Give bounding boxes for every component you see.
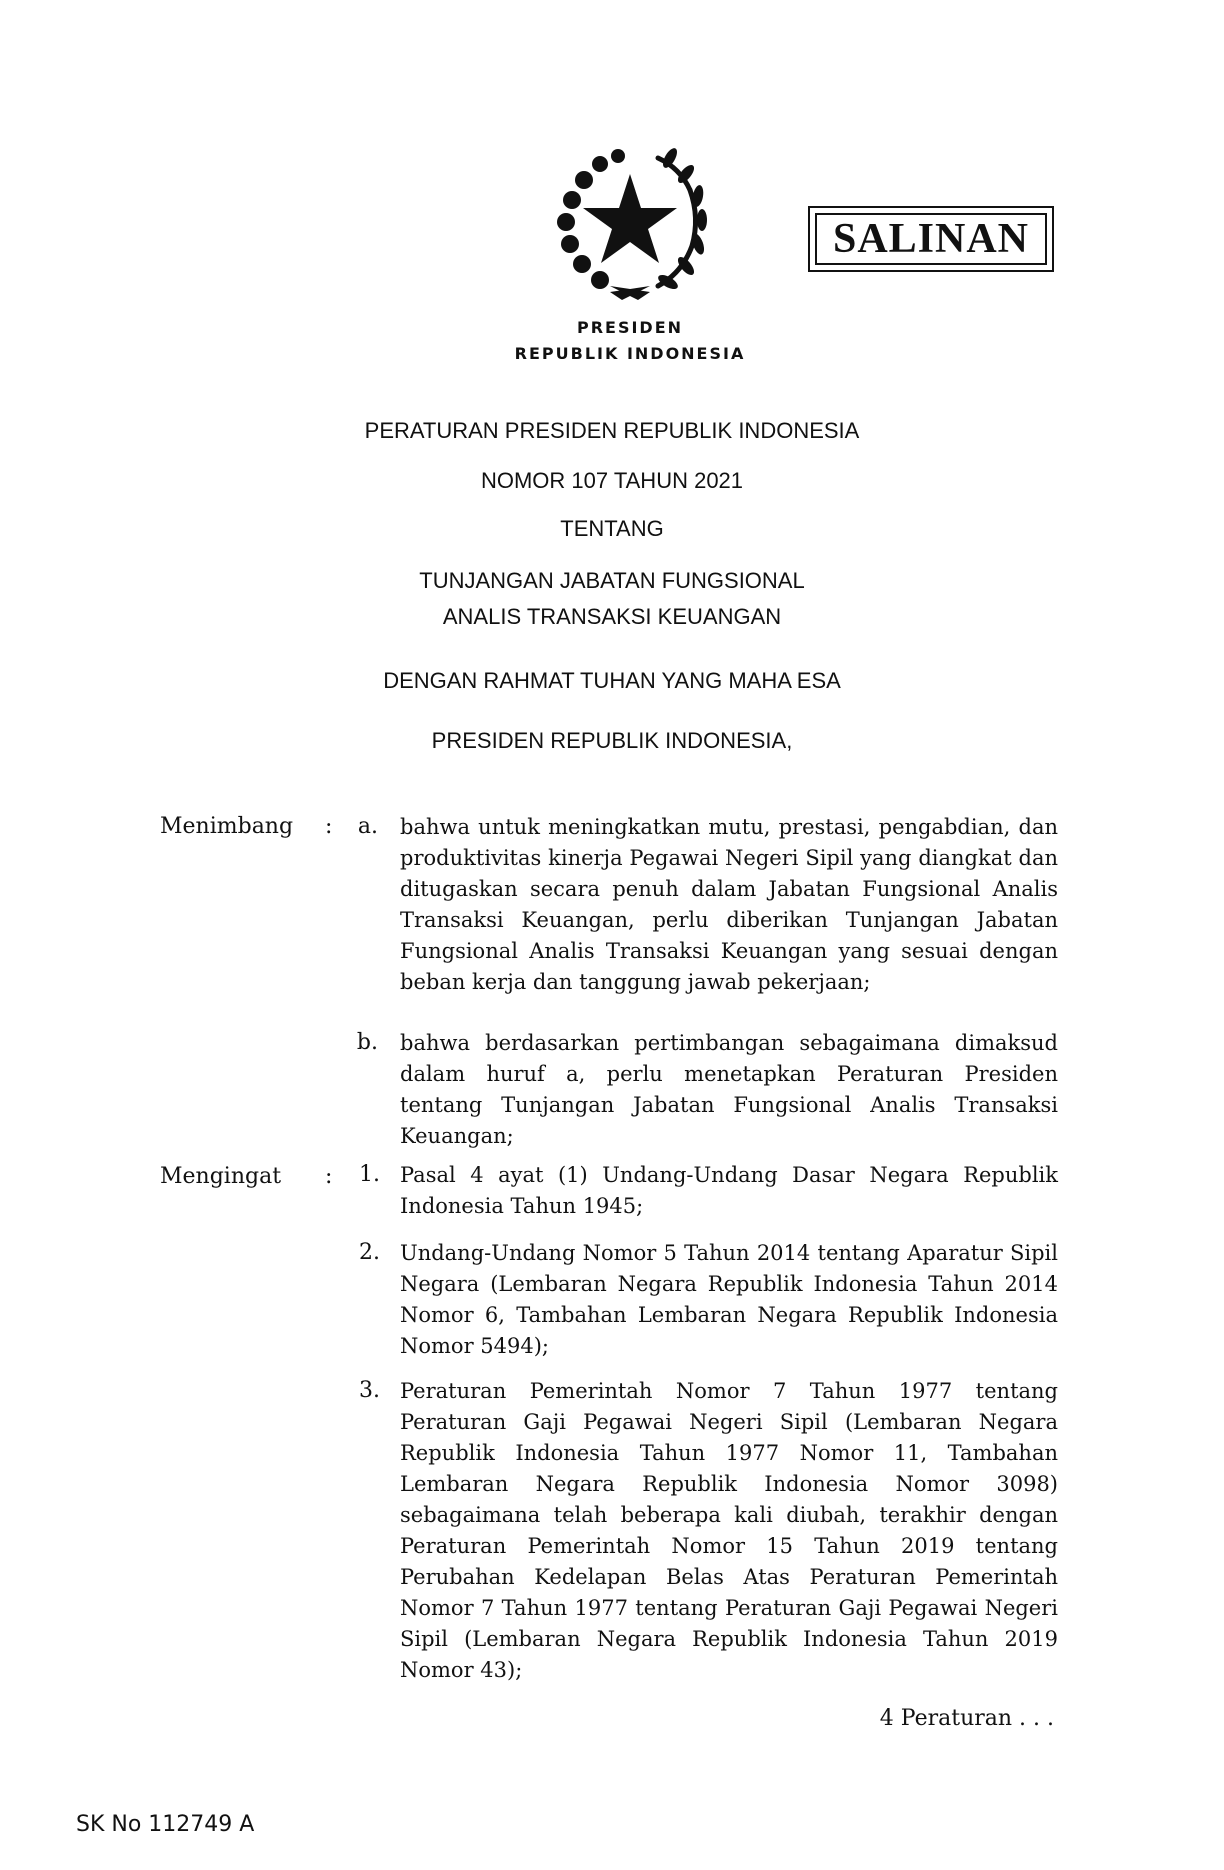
mengingat-colon: : [325,1164,333,1189]
regulation-title: PERATURAN PRESIDEN REPUBLIK INDONESIA [364,418,860,443]
regulation-number: NOMOR 107 TAHUN 2021 [480,468,744,493]
mengingat-item-text: Peraturan Pemerintah Nomor 7 Tahun 1977 tentang Peraturan Gaji Pegawai Negeri Sipil (Lembaran Negara Republik Indonesia Tahun 1977 Nomor 11, Tambahan Lembaran Negara Republik Indonesia Nomor 3098) sebagaimana telah beberapa kali diubah, terakhir dengan Peraturan Pemerintah Nomor 15 Tahun 2019 tentang Perubahan Kedelapan Belas Atas Peraturan Pemerintah Nomor 7 Tahun 1977 tentang Peraturan Gaji Pegawai Negeri Sipil (Lembaran Negara Republik Indonesia Tahun 2019 Nomor 43); [400,1379,1058,1682]
institution-line-2: REPUBLIK INDONESIA [514,344,746,363]
sk-number: SK No 112749 A [76,1812,255,1837]
mengingat-item-mark: 2. [359,1240,380,1265]
menimbang-item-text: bahwa berdasarkan pertimbangan sebagaimana dimaksud dalam huruf a, perlu menetapkan Peraturan Presiden tentang Tunjangan Jabatan Fungsional Analis Transaksi Keuangan; [400,1031,1058,1148]
salinan-stamp [808,206,1054,272]
regulation-tentang: TENTANG [560,516,664,541]
mengingat-item-text: Undang-Undang Nomor 5 Tahun 2014 tentang Aparatur Sipil Negara (Lembaran Negara Republik Indonesia Tahun 2014 Nomor 6, Tambahan Lembaran Negara Republik Indonesia Nomor 5494); [400,1241,1058,1358]
menimbang-item-mark: b. [356,1030,378,1055]
invocation: DENGAN RAHMAT TUHAN YANG MAHA ESA [383,668,841,693]
institution-line-1: PRESIDEN [576,318,684,337]
regulation-subject-line-2: ANALIS TRANSAKSI KEUANGAN [442,604,782,629]
menimbang-item-mark: a. [357,814,378,839]
mengingat-item-mark: 1. [359,1162,380,1187]
regulation-subject-line-1: TUNJANGAN JABATAN FUNGSIONAL [419,568,805,593]
salinan-stamp-text: SALINAN [832,216,1030,262]
mengingat-item-text: Pasal 4 ayat (1) Undang-Undang Dasar Negara Republik Indonesia Tahun 1945; [400,1163,1058,1218]
menimbang-label: Menimbang [160,814,294,839]
menimbang-colon: : [325,814,333,839]
menimbang-item-text: bahwa untuk meningkatkan mutu, prestasi, pengabdian, dan produktivitas kinerja Pegawai Negeri Sipil yang diangkat dan ditugaskan secara penuh dalam Jabatan Fungsional Analis Transaksi Keuangan, perlu diberikan Tunjangan Jabatan Fungsional Analis Transaksi Keuangan yang sesuai dengan beban kerja dan tanggung jawab pekerjaan; [400,815,1058,994]
issuer: PRESIDEN REPUBLIK INDONESIA, [431,728,793,753]
mengingat-item-mark: 3. [359,1378,380,1403]
mengingat-label: Mengingat [160,1164,282,1189]
page-continuation: 4 Peraturan . . . [879,1706,1054,1731]
state-emblem-icon [540,128,720,308]
